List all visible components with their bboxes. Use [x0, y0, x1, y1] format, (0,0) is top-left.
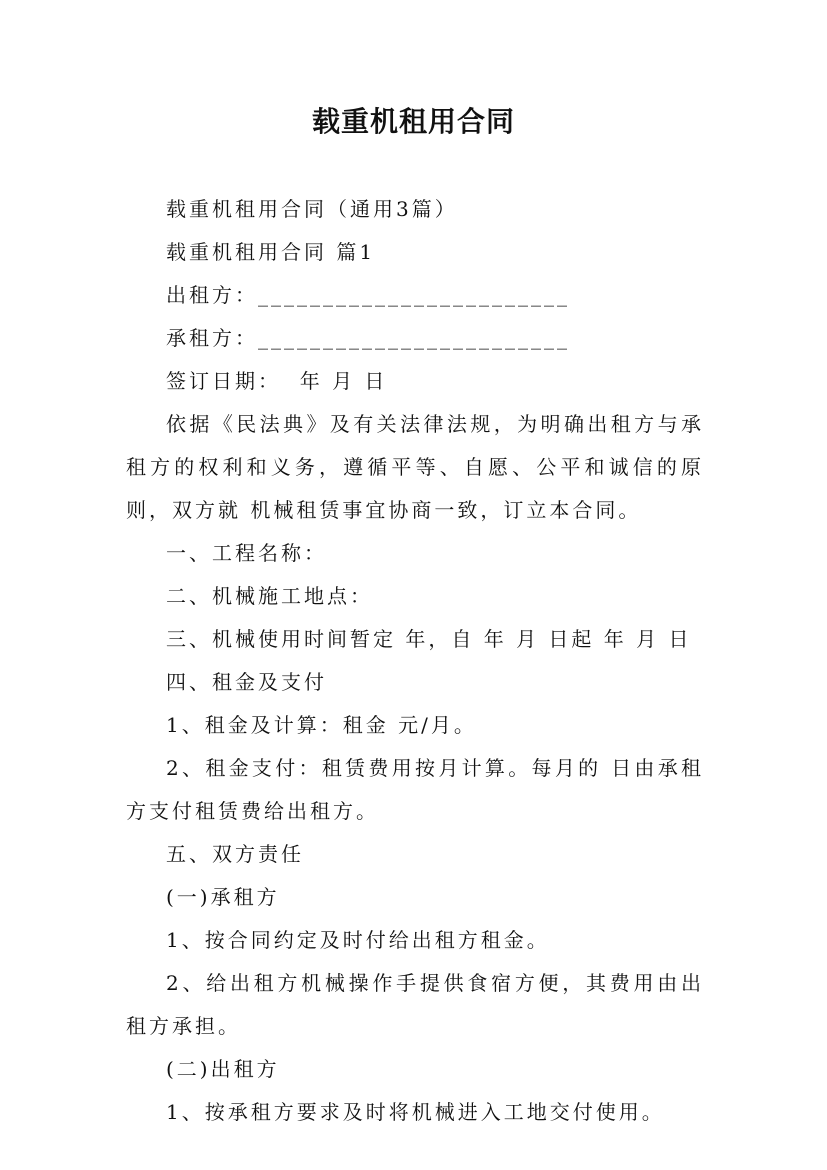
paragraph-sign-date: 签订日期： 年 月 日: [166, 369, 388, 393]
paragraph-lessee-duty-2: 2、给出租方机械操作手提供食宿方便，其费用由出租方承担。: [126, 971, 704, 1038]
paragraph-lessor: 出租方：________________________: [166, 283, 570, 307]
paragraph-usage-period: 三、机械使用时间暂定 年，自 年 月 日起 年 月 日: [166, 627, 692, 651]
document-body: [126, 188, 704, 1134]
paragraph-preamble: 依据《民法典》及有关法律法规，为明确出租方与承租方的权利和义务，遵循平等、自愿、公平和诚信的原则，双方就 机械租赁事宜协商一致，订立本合同。: [126, 412, 704, 522]
paragraph-rent-payment: 2、租金支付：租赁费用按月计算。每月的 日由承租方支付租赁费给出租方。: [126, 756, 704, 823]
paragraph-responsibilities-heading: 五、双方责任: [166, 842, 304, 866]
paragraph-lessee: 承租方：________________________: [166, 326, 570, 350]
paragraph-project-name: 一、工程名称：: [166, 541, 327, 565]
paragraph-rent-payment-heading: 四、租金及支付: [166, 670, 327, 694]
paragraph-rent-calculation: 1、租金及计算：租金 元/月。: [166, 713, 477, 737]
paragraph-lessor-duty-1: 1、按承租方要求及时将机械进入工地交付使用。: [166, 1100, 665, 1124]
paragraph-subtitle: 载重机租用合同（通用3篇）: [166, 197, 458, 221]
paragraph-section-heading: 载重机租用合同 篇1: [166, 240, 376, 264]
paragraph-lessee-heading: (一)承租方: [166, 885, 280, 909]
paragraph-site-location: 二、机械施工地点：: [166, 584, 373, 608]
paragraph-lessor-heading: (二)出租方: [166, 1057, 280, 1081]
paragraph-lessee-duty-1: 1、按合同约定及时付给出租方租金。: [166, 928, 550, 952]
document-title: 载重机租用合同: [311, 105, 515, 138]
